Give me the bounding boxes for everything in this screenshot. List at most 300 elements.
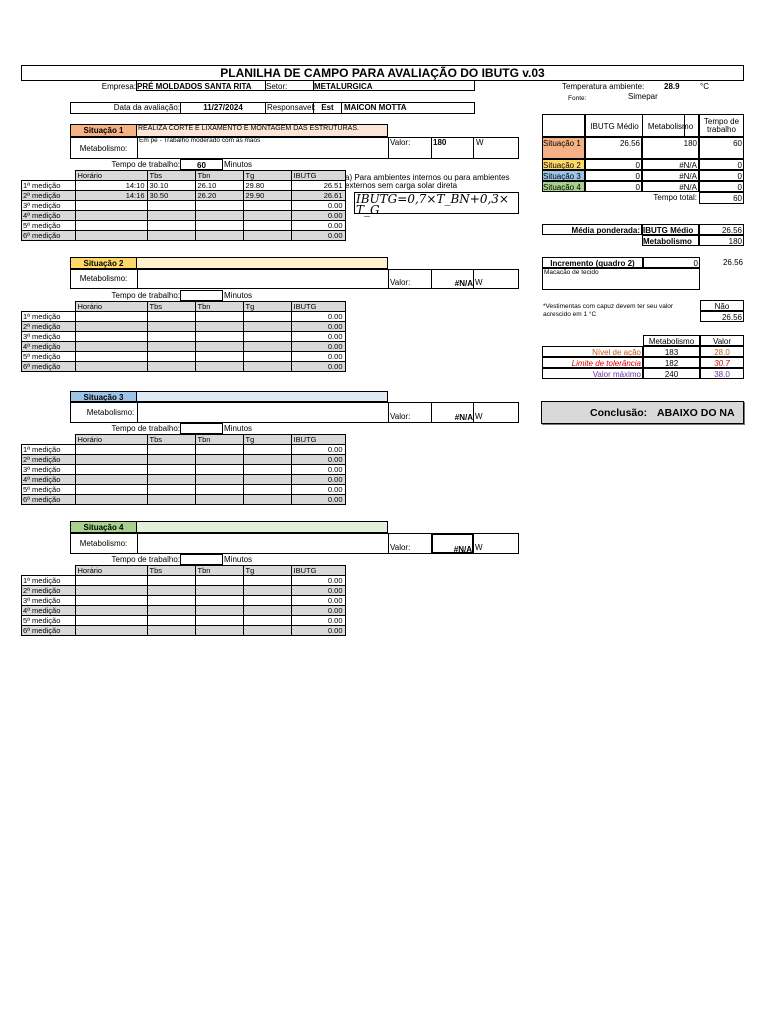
summary-row-4-tempo: 0 bbox=[699, 181, 744, 192]
row-label: 2ª medição bbox=[22, 455, 76, 465]
cell-tbn[interactable] bbox=[195, 445, 243, 455]
cell-tbn[interactable] bbox=[195, 626, 243, 636]
cell-ibutg: 0.00 bbox=[291, 322, 345, 332]
row-label: 3ª medição bbox=[22, 332, 76, 342]
tempo-total-label: Tempo total: bbox=[653, 193, 697, 202]
table-row bbox=[22, 362, 346, 372]
valor-label: Valor: bbox=[388, 137, 410, 159]
data-field[interactable]: 11/27/2024 bbox=[180, 102, 266, 114]
cell-horario[interactable] bbox=[75, 231, 147, 241]
cell-tg[interactable] bbox=[243, 211, 291, 221]
cell-horario[interactable] bbox=[75, 221, 147, 231]
cell-horario[interactable] bbox=[75, 201, 147, 211]
cell-tbs[interactable] bbox=[147, 221, 195, 231]
cell-ibutg: 0.00 bbox=[291, 312, 345, 322]
row-label: 4ª medição bbox=[22, 475, 76, 485]
column-header: Horário bbox=[75, 302, 147, 312]
situacao-2-metab-desc[interactable] bbox=[137, 269, 388, 289]
cell-ibutg: 26.51 bbox=[291, 181, 345, 191]
cell-horario[interactable] bbox=[75, 576, 147, 586]
valor-unit: W bbox=[475, 278, 483, 287]
cell-tbs[interactable] bbox=[147, 332, 195, 342]
column-header: Tbn bbox=[195, 566, 243, 576]
cell-tbn[interactable] bbox=[195, 606, 243, 616]
column-header: Tbs bbox=[147, 435, 195, 445]
setor-field[interactable]: METALURGICA bbox=[314, 81, 475, 91]
data-label: Data da avaliação: bbox=[113, 103, 180, 112]
conclusion-value: ABAIXO DO NA bbox=[657, 407, 735, 419]
cell-tbs[interactable] bbox=[147, 231, 195, 241]
row-label: 6ª medição bbox=[22, 362, 76, 372]
table-row bbox=[22, 231, 346, 241]
table-row bbox=[22, 576, 346, 586]
valor-label: Valor: bbox=[388, 269, 410, 289]
cell-ibutg: 0.00 bbox=[291, 455, 345, 465]
tempo-unit: Minutos bbox=[224, 291, 253, 300]
cell-ibutg: 0.00 bbox=[291, 475, 345, 485]
cell-tbn[interactable] bbox=[195, 465, 243, 475]
cell-tbn[interactable] bbox=[195, 312, 243, 322]
cell-tbs[interactable] bbox=[147, 586, 195, 596]
column-header: Tg bbox=[243, 171, 291, 181]
column-header: Tbs bbox=[147, 566, 195, 576]
situacao-4-label: Situação 4 bbox=[70, 521, 137, 533]
cell-tg[interactable]: 29.80 bbox=[243, 181, 291, 191]
cell-ibutg: 0.00 bbox=[291, 342, 345, 352]
summary-panel bbox=[542, 114, 744, 204]
cell-ibutg: 0.00 bbox=[291, 465, 345, 475]
cell-ibutg: 0.00 bbox=[291, 211, 345, 221]
responsavel-prefix: Est bbox=[314, 102, 342, 114]
situacao-3-label: Situação 3 bbox=[70, 391, 137, 402]
cell-tg[interactable] bbox=[243, 221, 291, 231]
column-header: Tg bbox=[243, 435, 291, 445]
cell-tbn[interactable] bbox=[195, 596, 243, 606]
table-corner bbox=[22, 302, 76, 312]
cell-tbs[interactable] bbox=[147, 352, 195, 362]
media-metab-value: 180 bbox=[699, 235, 744, 246]
column-header: IBUTG bbox=[291, 566, 345, 576]
situacao-2-label: Situação 2 bbox=[70, 257, 137, 269]
temperature-unit: °C bbox=[700, 82, 709, 91]
summary-row-4-ibutg: 0 bbox=[585, 181, 642, 192]
table-row bbox=[22, 312, 346, 322]
column-header: Tg bbox=[243, 566, 291, 576]
cell-horario[interactable] bbox=[75, 475, 147, 485]
cell-tg[interactable] bbox=[243, 362, 291, 372]
table-row bbox=[22, 181, 346, 191]
situacao-2-tempo[interactable] bbox=[180, 290, 223, 301]
cell-tbs[interactable] bbox=[147, 211, 195, 221]
vestimentas-flag[interactable]: Não bbox=[700, 300, 744, 311]
cell-tbn[interactable] bbox=[195, 322, 243, 332]
tempo-label: Tempo de trabalho: bbox=[111, 160, 180, 169]
situacao-1-table bbox=[21, 170, 346, 241]
table-row bbox=[22, 221, 346, 231]
table-row bbox=[22, 322, 346, 332]
cell-tg[interactable] bbox=[243, 626, 291, 636]
cell-tg[interactable] bbox=[243, 332, 291, 342]
column-header: Horário bbox=[75, 566, 147, 576]
table-row bbox=[22, 626, 346, 636]
situacao-1-description[interactable]: REALIZA CORTE E LIXAMENTO E MONTAGEM DAS ESTRUTURAS. bbox=[137, 124, 388, 137]
row-label: 1ª medição bbox=[22, 445, 76, 455]
conclusion-box bbox=[541, 401, 744, 424]
summary-row-1-metab: 180 bbox=[642, 137, 699, 159]
metabolismo-label: Metabolismo: bbox=[86, 408, 135, 417]
cell-tbs[interactable] bbox=[147, 445, 195, 455]
situacao-4-metab-desc[interactable] bbox=[137, 533, 388, 554]
cell-tbs[interactable] bbox=[147, 616, 195, 626]
column-header: Horário bbox=[75, 171, 147, 181]
table-corner bbox=[22, 171, 76, 181]
tempo-label: Tempo de trabalho: bbox=[111, 555, 180, 564]
cell-tg[interactable] bbox=[243, 465, 291, 475]
cell-ibutg: 0.00 bbox=[291, 445, 345, 455]
cell-horario[interactable] bbox=[75, 312, 147, 322]
cell-tbs[interactable] bbox=[147, 495, 195, 505]
fonte-label: Fonte: bbox=[568, 95, 587, 102]
situacao-1-valor: 180 bbox=[431, 137, 474, 159]
valor-maximo-metab: 240 bbox=[643, 368, 700, 379]
incremento-desc[interactable]: Macacão de tecido bbox=[542, 268, 700, 290]
summary-row-3-metab: #N/A bbox=[642, 170, 699, 181]
column-header: IBUTG bbox=[291, 435, 345, 445]
cell-horario[interactable] bbox=[75, 342, 147, 352]
valor-maximo-valor: 38.0 bbox=[700, 368, 744, 379]
row-label: 4ª medição bbox=[22, 211, 76, 221]
formula-box bbox=[354, 192, 519, 217]
cell-tbs[interactable] bbox=[147, 475, 195, 485]
cell-tbn[interactable] bbox=[195, 221, 243, 231]
row-label: 2ª medição bbox=[22, 191, 76, 201]
situacao-4-tempo[interactable] bbox=[180, 554, 223, 565]
summary-row-2-metab: #N/A bbox=[642, 159, 699, 170]
cell-tg[interactable] bbox=[243, 596, 291, 606]
summary-row-4-label: Situação 4 bbox=[542, 181, 585, 192]
tempo-total-value: 60 bbox=[699, 192, 744, 204]
summary-row-4-metab: #N/A bbox=[642, 181, 699, 192]
cell-tbs[interactable] bbox=[147, 465, 195, 475]
row-label: 2ª medição bbox=[22, 322, 76, 332]
situacao-4-table bbox=[21, 565, 346, 636]
table-row bbox=[22, 201, 346, 211]
cell-tg[interactable] bbox=[243, 616, 291, 626]
responsavel-label: Responsavel: bbox=[267, 103, 316, 112]
table-row bbox=[22, 352, 346, 362]
cell-tg[interactable] bbox=[243, 606, 291, 616]
tempo-unit: Minutos bbox=[224, 424, 253, 433]
cell-tbs[interactable] bbox=[147, 362, 195, 372]
formula-line-2: T_G bbox=[356, 203, 380, 217]
cell-tbs[interactable] bbox=[147, 322, 195, 332]
limite-tolerancia-metab: 182 bbox=[643, 357, 700, 368]
media-ibutg-value: 26.56 bbox=[699, 224, 744, 235]
table-row bbox=[22, 455, 346, 465]
cell-tg[interactable] bbox=[243, 576, 291, 586]
column-header: Tg bbox=[243, 302, 291, 312]
valor-maximo-label: Valor máximo bbox=[542, 368, 643, 379]
row-label: 6ª medição bbox=[22, 231, 76, 241]
summary-row-3-tempo: 0 bbox=[699, 170, 744, 181]
cell-horario[interactable] bbox=[75, 626, 147, 636]
row-label: 3ª medição bbox=[22, 201, 76, 211]
cell-tbs[interactable] bbox=[147, 201, 195, 211]
situacao-1-metab-desc[interactable]: Em pe - Trabalho moderado com as mãos bbox=[137, 137, 388, 159]
cell-horario[interactable] bbox=[75, 606, 147, 616]
valor-label: Valor: bbox=[388, 402, 410, 423]
situacao-4-valor: #N/A bbox=[431, 533, 474, 554]
cell-ibutg: 0.00 bbox=[291, 221, 345, 231]
row-label: 2ª medição bbox=[22, 586, 76, 596]
situacao-2-valor: #N/A bbox=[431, 269, 474, 289]
cell-horario[interactable] bbox=[75, 445, 147, 455]
responsavel-field[interactable]: MAICON MOTTA bbox=[344, 103, 407, 112]
cell-tg[interactable] bbox=[243, 445, 291, 455]
cell-horario[interactable] bbox=[75, 596, 147, 606]
situacao-3-tempo[interactable] bbox=[180, 423, 223, 434]
limite-tolerancia-label: Limite de tolerância bbox=[542, 357, 643, 368]
column-header: Horário bbox=[75, 435, 147, 445]
cell-ibutg: 0.00 bbox=[291, 352, 345, 362]
situacao-2-description[interactable] bbox=[137, 257, 388, 269]
cell-tbn[interactable] bbox=[195, 485, 243, 495]
cell-ibutg: 0.00 bbox=[291, 362, 345, 372]
cell-horario[interactable] bbox=[75, 362, 147, 372]
valor-unit: W bbox=[475, 412, 483, 421]
cell-tbs[interactable] bbox=[147, 342, 195, 352]
cell-ibutg: 0.00 bbox=[291, 485, 345, 495]
conclusion-label: Conclusão: bbox=[590, 407, 648, 419]
situacao-3-description[interactable] bbox=[137, 391, 388, 402]
cell-ibutg: 0.00 bbox=[291, 231, 345, 241]
cell-tg[interactable] bbox=[243, 455, 291, 465]
cell-horario[interactable]: 14:16 bbox=[75, 191, 147, 201]
column-header: Tbs bbox=[147, 171, 195, 181]
cell-tg[interactable] bbox=[243, 312, 291, 322]
limite-tolerancia-valor: 30.7 bbox=[700, 357, 744, 368]
incremento-value[interactable]: 0 bbox=[643, 257, 700, 268]
situacao-1-label: Situação 1 bbox=[70, 124, 137, 137]
tempo-unit: Minutos bbox=[224, 555, 253, 564]
table-row bbox=[22, 332, 346, 342]
row-label: 6ª medição bbox=[22, 626, 76, 636]
table-row bbox=[22, 445, 346, 455]
formula-note: a) Para ambientes internos ou para ambientes externos sem carga solar direta bbox=[345, 173, 510, 190]
cell-tbs[interactable] bbox=[147, 626, 195, 636]
summary-row-2-tempo: 0 bbox=[699, 159, 744, 170]
limits-header-valor: Valor bbox=[700, 335, 744, 346]
summary-row-2-label: Situação 2 bbox=[542, 159, 585, 170]
cell-tg[interactable]: 29.90 bbox=[243, 191, 291, 201]
empresa-field[interactable]: PRÉ MOLDADOS SANTA RITA bbox=[136, 81, 266, 91]
cell-tbn[interactable] bbox=[195, 616, 243, 626]
table-row bbox=[22, 475, 346, 485]
cell-tbs[interactable]: 30.50 bbox=[147, 191, 195, 201]
cell-tbn[interactable] bbox=[195, 201, 243, 211]
situacao-4-description[interactable] bbox=[137, 521, 388, 533]
cell-ibutg: 0.00 bbox=[291, 332, 345, 342]
summary-row-2-ibutg: 0 bbox=[585, 159, 642, 170]
setor-label: Setor: bbox=[266, 81, 314, 91]
valor-unit: W bbox=[476, 138, 484, 147]
cell-tbs[interactable] bbox=[147, 485, 195, 495]
cell-tg[interactable] bbox=[243, 586, 291, 596]
column-header: Tbn bbox=[195, 171, 243, 181]
cell-tg[interactable] bbox=[243, 495, 291, 505]
nivel-acao-metab: 183 bbox=[643, 346, 700, 357]
summary-row-1-ibutg: 26.56 bbox=[585, 137, 642, 159]
table-row bbox=[22, 211, 346, 221]
tempo-label: Tempo de trabalho: bbox=[111, 291, 180, 300]
vestimentas-value: 26.56 bbox=[700, 311, 744, 322]
cell-tbn[interactable] bbox=[195, 231, 243, 241]
row-label: 5ª medição bbox=[22, 485, 76, 495]
summary-header-metab: Metabolismo bbox=[642, 114, 699, 137]
summary-row-1-label: Situação 1 bbox=[542, 137, 585, 159]
cell-ibutg: 26.61 bbox=[291, 191, 345, 201]
column-header: Tbn bbox=[195, 435, 243, 445]
row-label: 1ª medição bbox=[22, 181, 76, 191]
row-label: 3ª medição bbox=[22, 465, 76, 475]
cell-tbn[interactable] bbox=[195, 342, 243, 352]
metabolismo-label: Metabolismo: bbox=[79, 144, 128, 153]
table-row bbox=[22, 616, 346, 626]
table-row bbox=[22, 586, 346, 596]
limits-header-metab: Metabolismo bbox=[643, 335, 700, 346]
cell-tbn[interactable] bbox=[195, 586, 243, 596]
cell-tbn[interactable] bbox=[195, 455, 243, 465]
summary-corner bbox=[542, 114, 585, 137]
cell-horario[interactable] bbox=[75, 485, 147, 495]
cell-tbn[interactable] bbox=[195, 576, 243, 586]
cell-tg[interactable] bbox=[243, 352, 291, 362]
cell-tbn[interactable] bbox=[195, 352, 243, 362]
temperature-label: Temperatura ambiente: bbox=[562, 82, 645, 91]
fonte-value: Simepar bbox=[628, 92, 658, 101]
table-row bbox=[22, 485, 346, 495]
page-title: PLANILHA DE CAMPO PARA AVALIAÇÃO DO IBUTG v.03 bbox=[21, 65, 744, 81]
nivel-acao-valor: 28.0 bbox=[700, 346, 744, 357]
cell-ibutg: 0.00 bbox=[291, 201, 345, 211]
cell-tbs[interactable] bbox=[147, 596, 195, 606]
row-label: 3ª medição bbox=[22, 596, 76, 606]
cell-tbn[interactable] bbox=[195, 495, 243, 505]
summary-header-ibutg: IBUTG Médio bbox=[585, 114, 685, 137]
row-label: 4ª medição bbox=[22, 342, 76, 352]
row-label: 4ª medição bbox=[22, 606, 76, 616]
cell-tg[interactable] bbox=[243, 201, 291, 211]
tempo-unit: Minutos bbox=[224, 160, 253, 169]
temperature-value: 28.9 bbox=[664, 82, 680, 91]
situacao-2-table bbox=[21, 301, 346, 372]
nivel-acao-label: Nível de ação bbox=[542, 346, 643, 357]
vestimentas-note: *Vestimentas com capuz devem ter seu valor acrescido em 1 °C bbox=[543, 303, 674, 318]
media-ponderada-label: Média ponderada: bbox=[542, 224, 642, 235]
row-label: 6ª medição bbox=[22, 495, 76, 505]
column-header: IBUTG bbox=[291, 302, 345, 312]
table-row bbox=[22, 465, 346, 475]
cell-tbn[interactable] bbox=[195, 211, 243, 221]
valor-label: Valor: bbox=[388, 533, 410, 554]
metabolismo-label: Metabolismo: bbox=[79, 274, 128, 283]
situacao-3-metab-desc[interactable] bbox=[137, 402, 388, 423]
cell-tg[interactable] bbox=[243, 342, 291, 352]
cell-horario[interactable] bbox=[75, 352, 147, 362]
cell-tg[interactable] bbox=[243, 231, 291, 241]
cell-ibutg: 0.00 bbox=[291, 616, 345, 626]
cell-ibutg: 0.00 bbox=[291, 576, 345, 586]
situacao-3-table bbox=[21, 434, 346, 505]
table-corner bbox=[22, 435, 76, 445]
cell-horario[interactable] bbox=[75, 211, 147, 221]
incremento-label: Incremento (quadro 2) bbox=[542, 257, 643, 268]
summary-row-3-ibutg: 0 bbox=[585, 170, 642, 181]
incremento-result: 26.56 bbox=[722, 258, 743, 267]
situacao-3-valor: #N/A bbox=[431, 402, 474, 423]
cell-tg[interactable] bbox=[243, 475, 291, 485]
cell-horario[interactable] bbox=[75, 616, 147, 626]
cell-horario[interactable]: 14:10 bbox=[75, 181, 147, 191]
metabolismo-label: Metabolismo: bbox=[79, 539, 128, 548]
cell-tbs[interactable] bbox=[147, 606, 195, 616]
cell-ibutg: 0.00 bbox=[291, 606, 345, 616]
summary-header-tempo: Tempo de trabalho bbox=[699, 114, 744, 137]
cell-tbs[interactable] bbox=[147, 576, 195, 586]
cell-tbs[interactable] bbox=[147, 455, 195, 465]
situacao-1-tempo[interactable]: 60 bbox=[180, 159, 223, 170]
table-row bbox=[22, 495, 346, 505]
tempo-label: Tempo de trabalho: bbox=[111, 424, 180, 433]
cell-horario[interactable] bbox=[75, 455, 147, 465]
column-header: Tbs bbox=[147, 302, 195, 312]
cell-tbs[interactable]: 30.10 bbox=[147, 181, 195, 191]
cell-tg[interactable] bbox=[243, 485, 291, 495]
cell-ibutg: 0.00 bbox=[291, 495, 345, 505]
cell-tbn[interactable] bbox=[195, 475, 243, 485]
column-header: Tbn bbox=[195, 302, 243, 312]
row-label: 1ª medição bbox=[22, 576, 76, 586]
table-row bbox=[22, 596, 346, 606]
table-row bbox=[22, 606, 346, 616]
cell-tbn[interactable]: 26.10 bbox=[195, 181, 243, 191]
cell-horario[interactable] bbox=[75, 495, 147, 505]
cell-ibutg: 0.00 bbox=[291, 586, 345, 596]
media-ibutg-label: IBUTG Médio bbox=[642, 224, 699, 235]
cell-tg[interactable] bbox=[243, 322, 291, 332]
summary-row-1-tempo: 60 bbox=[699, 137, 744, 159]
empresa-label: Empresa: bbox=[101, 82, 136, 91]
summary-row-3-label: Situação 3 bbox=[542, 170, 585, 181]
media-metab-label: Metabolismo bbox=[642, 235, 699, 246]
cell-tbs[interactable] bbox=[147, 312, 195, 322]
cell-horario[interactable] bbox=[75, 586, 147, 596]
cell-horario[interactable] bbox=[75, 322, 147, 332]
formula-line-1: IBUTG=0,7×T_BN+0,3× bbox=[356, 192, 509, 206]
cell-tbn[interactable] bbox=[195, 332, 243, 342]
table-corner bbox=[22, 566, 76, 576]
row-label: 5ª medição bbox=[22, 221, 76, 231]
row-label: 1ª medição bbox=[22, 312, 76, 322]
cell-horario[interactable] bbox=[75, 332, 147, 342]
table-row bbox=[22, 342, 346, 352]
cell-tbn[interactable]: 26.20 bbox=[195, 191, 243, 201]
valor-unit: W bbox=[475, 543, 483, 552]
cell-tbn[interactable] bbox=[195, 362, 243, 372]
cell-horario[interactable] bbox=[75, 465, 147, 475]
cell-ibutg: 0.00 bbox=[291, 596, 345, 606]
column-header: IBUTG bbox=[291, 171, 345, 181]
